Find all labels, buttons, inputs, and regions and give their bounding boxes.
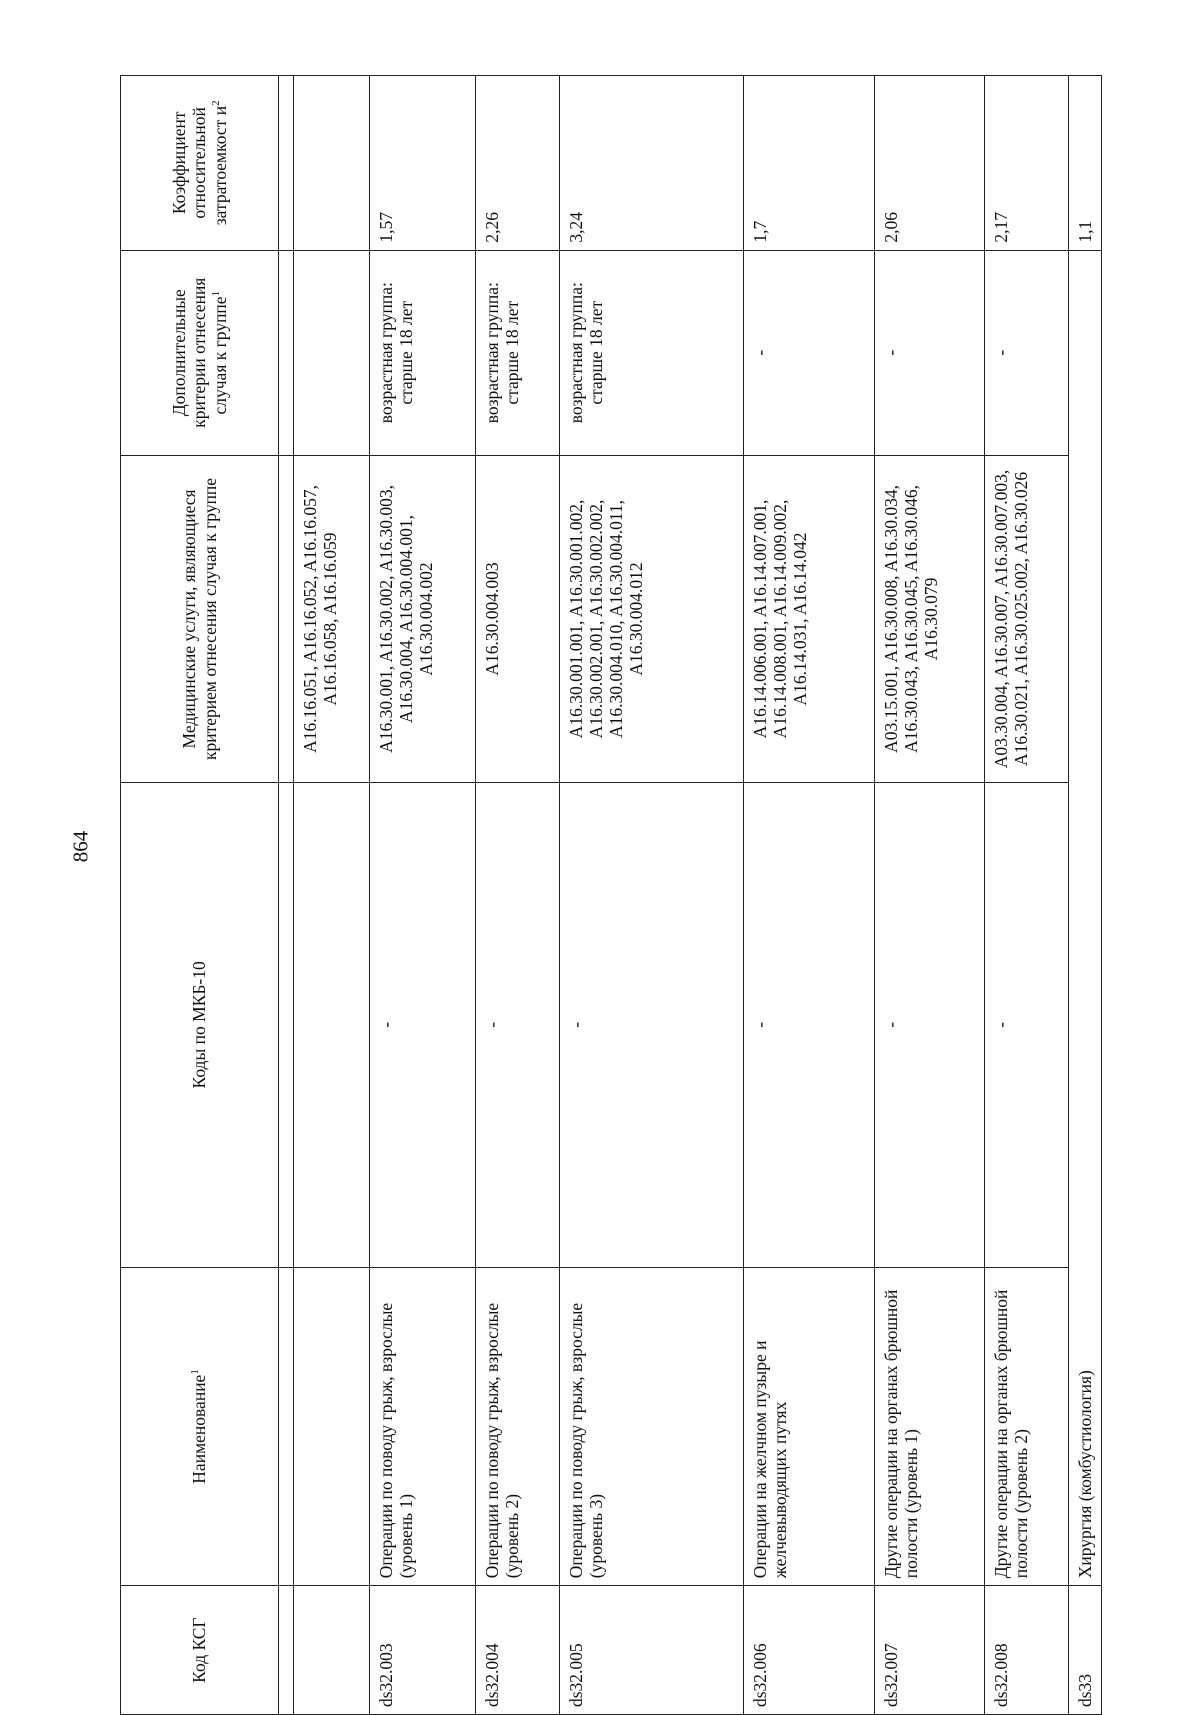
code-cell: ds32.005: [560, 1586, 744, 1715]
table-row: [560, 76, 744, 1715]
services-cell: A16.30.001, A16.30.002, A16.30.003, A16.30.004, A16.30.004.001, A16.30.004.002: [370, 455, 476, 782]
continuation-row: [294, 76, 370, 1715]
coef-cell: 2,06: [875, 76, 985, 251]
table-header-row: [121, 76, 279, 1715]
name-cell: Другие операции на органах брюшной полости (уровень 1): [875, 1267, 985, 1586]
name-cell: Операции по поводу грыж, взрослые (уровень 1): [370, 1267, 476, 1586]
table-row: [985, 76, 1069, 1715]
coef-cell: 2,17: [985, 76, 1069, 251]
services-cell: A16.16.051, A16.16.052, A16.16.057, A16.16.058, A16.16.059: [294, 455, 370, 782]
name-cell: Другие операции на органах брюшной полости (уровень 2): [985, 1267, 1069, 1586]
code-cell: ds32.006: [744, 1586, 875, 1715]
chapter-row: [1069, 76, 1102, 1715]
coef-cell: 1,1: [1069, 76, 1102, 251]
table-row: [875, 76, 985, 1715]
services-cell: A16.30.004.003: [476, 455, 560, 782]
code-cell: ds32.003: [370, 1586, 476, 1715]
page-number: 864: [68, 830, 93, 863]
code-cell: ds32.004: [476, 1586, 560, 1715]
header-mkb: Коды по МКБ-10: [121, 783, 279, 1267]
criteria-cell: -: [875, 250, 985, 455]
coef-cell: 1,7: [744, 76, 875, 251]
table-row: [476, 76, 560, 1715]
coef-cell: 2,26: [476, 76, 560, 251]
coef-cell: 1,57: [370, 76, 476, 251]
name-cell: Операции по поводу грыж, взрослые (уровень 3): [560, 1267, 744, 1586]
chapter-title: Хирургия (комбустиология): [1069, 250, 1102, 1586]
header-coef: Коэффициент относительной затратоемкост $и^2$: [121, 76, 279, 251]
mkb-cell: -: [370, 783, 476, 1267]
separator-row: [279, 76, 294, 1715]
services-cell: A03.30.004, A16.30.007, A16.30.007.003, A16.30.021, A16.30.025.002, A16.30.026: [985, 455, 1069, 782]
name-cell: Операции на желчном пузыре и желчевыводящих путях: [744, 1267, 875, 1586]
table-row: [744, 76, 875, 1715]
criteria-cell: -: [744, 250, 875, 455]
services-cell: A16.30.001.001, A16.30.001.002, A16.30.002.001, A16.30.002.002, A16.30.004.010, A16.30.004.011, A16.30.004.012: [560, 455, 744, 782]
criteria-cell: возрастная группа: старше 18 лет: [560, 250, 744, 455]
name-cell: Операции по поводу грыж, взрослые (уровень 2): [476, 1267, 560, 1586]
table-row: [370, 76, 476, 1715]
criteria-cell: возрастная группа: старше 18 лет: [476, 250, 560, 455]
mkb-cell: -: [985, 783, 1069, 1267]
criteria-cell: -: [985, 250, 1069, 455]
code-cell: ds32.007: [875, 1586, 985, 1715]
mkb-cell: -: [560, 783, 744, 1267]
mkb-cell: -: [744, 783, 875, 1267]
services-cell: A16.14.006.001, A16.14.007.001, A16.14.008.001, A16.14.009.002, A16.14.031, A16.14.042: [744, 455, 875, 782]
mkb-cell: -: [875, 783, 985, 1267]
code-cell: ds33: [1069, 1586, 1102, 1715]
services-cell: A03.15.001, A16.30.008, A16.30.034, A16.30.043, A16.30.045, A16.30.046, A16.30.079: [875, 455, 985, 782]
ksg-table: [120, 75, 1102, 1715]
header-criteria: Дополнительные критерии отнесения случая к группе$^1$: [121, 250, 279, 455]
criteria-cell: возрастная группа: старше 18 лет: [370, 250, 476, 455]
header-services: Медицинские услуги, являющиеся критерием отнесения случая к группе: [121, 455, 279, 782]
coef-cell: 3,24: [560, 76, 744, 251]
mkb-cell: -: [476, 783, 560, 1267]
header-name: Наименование$^1$: [121, 1267, 279, 1586]
code-cell: ds32.008: [985, 1586, 1069, 1715]
header-code: Код КСГ: [121, 1586, 279, 1715]
